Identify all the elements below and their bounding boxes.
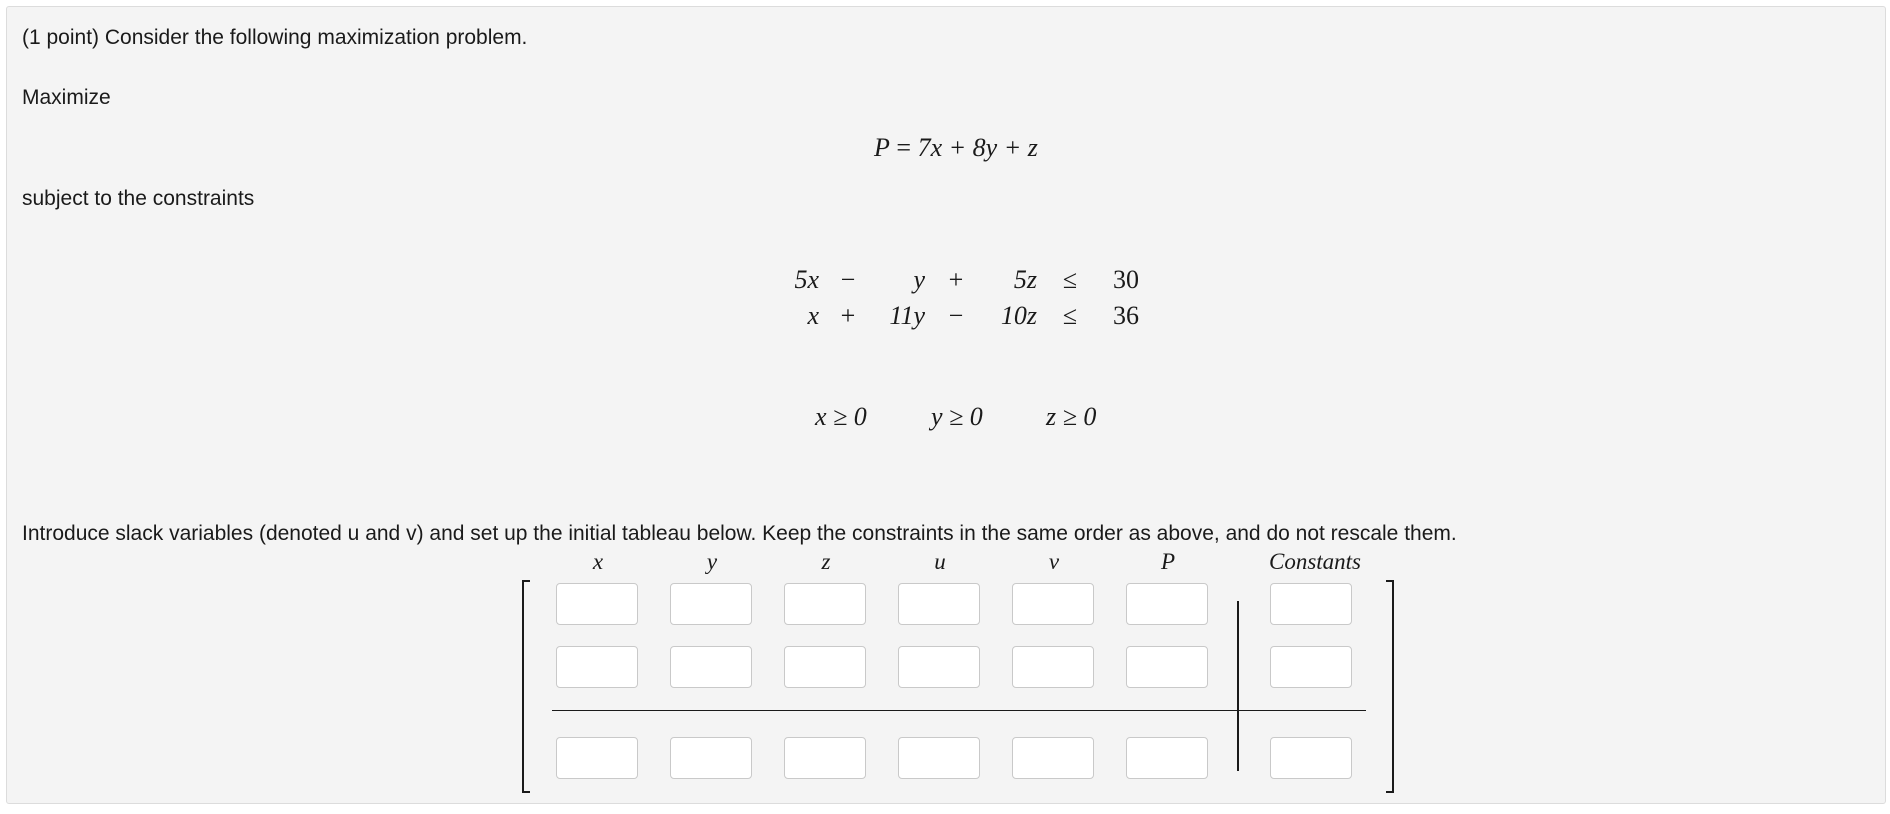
objective-row-divider [552, 710, 1366, 711]
tableau-cell-r1-x[interactable] [556, 583, 638, 625]
tableau-cell-r2-p[interactable] [1126, 646, 1208, 688]
tableau-column-header: P [1160, 549, 1176, 574]
constraint-op: − [948, 301, 964, 330]
tableau-column-header: u [934, 549, 946, 574]
constraint-term-y: y [913, 265, 925, 294]
nonneg-x: x ≥ 0 [815, 402, 867, 431]
tableau-cell-r1-y[interactable] [670, 583, 752, 625]
tableau-cell-r2-u[interactable] [898, 646, 980, 688]
tableau-cell-r1-u[interactable] [898, 583, 980, 625]
tableau-cell-r2-y[interactable] [670, 646, 752, 688]
tableau-cell-r1-constants[interactable] [1270, 583, 1352, 625]
objective-lhs: P [874, 133, 890, 162]
constraint-term-x: x [807, 301, 819, 330]
tableau-cell-r1-z[interactable] [784, 583, 866, 625]
objective-function [874, 133, 1038, 163]
tableau-cell-r3-x[interactable] [556, 737, 638, 779]
constraint-op: + [840, 301, 856, 330]
constraint-term-y: 11y [889, 301, 925, 330]
constraint-term-z: 10z [1000, 301, 1037, 330]
objective-rhs: 7x + 8y + z [917, 133, 1038, 162]
nonneg-z: z ≥ 0 [1046, 402, 1097, 431]
problem-panel [6, 6, 1886, 804]
constraint-relation: ≤ [1062, 301, 1078, 330]
tableau-cell-r3-v[interactable] [1012, 737, 1094, 779]
constraint-relation: ≤ [1062, 265, 1078, 294]
tableau-cell-r1-v[interactable] [1012, 583, 1094, 625]
constraint-op: + [948, 265, 964, 294]
tableau-cell-r2-x[interactable] [556, 646, 638, 688]
constraint-term-x: 5x [794, 265, 819, 294]
objective-eq: = [896, 133, 912, 162]
tableau-column-header: Constants [1268, 549, 1362, 574]
tableau-column-header: z [821, 549, 831, 574]
tableau-cell-r3-u[interactable] [898, 737, 980, 779]
tableau-cell-r3-z[interactable] [784, 737, 866, 779]
tableau-cell-r2-z[interactable] [784, 646, 866, 688]
nonneg-y: y ≥ 0 [931, 402, 983, 431]
tableau-column-header: x [592, 549, 604, 574]
tableau-cell-r3-y[interactable] [670, 737, 752, 779]
constraint-term-z: 5z [1013, 265, 1037, 294]
tableau-column-header: v [1048, 549, 1060, 574]
constraint-rhs: 30 [1113, 265, 1139, 294]
tableau-column-header: y [706, 549, 718, 574]
tableau-cell-r2-v[interactable] [1012, 646, 1094, 688]
problem-header: (1 point) Consider the following maximization problem. [22, 26, 528, 49]
constraint-rhs: 36 [1113, 301, 1139, 330]
tableau-cell-r1-p[interactable] [1126, 583, 1208, 625]
tableau-cell-r2-constants[interactable] [1270, 646, 1352, 688]
tableau-cell-r3-p[interactable] [1126, 737, 1208, 779]
instructions: Introduce slack variables (denoted u and v) and set up the initial tableau below. Keep the constraints in the same order as above, and do not rescale them. [22, 522, 1457, 545]
subject-label: subject to the constraints [22, 187, 255, 210]
constants-column-divider [1237, 601, 1239, 771]
constraint-op: − [840, 265, 856, 294]
maximize-label: Maximize [22, 86, 111, 109]
tableau-cell-r3-constants[interactable] [1270, 737, 1352, 779]
